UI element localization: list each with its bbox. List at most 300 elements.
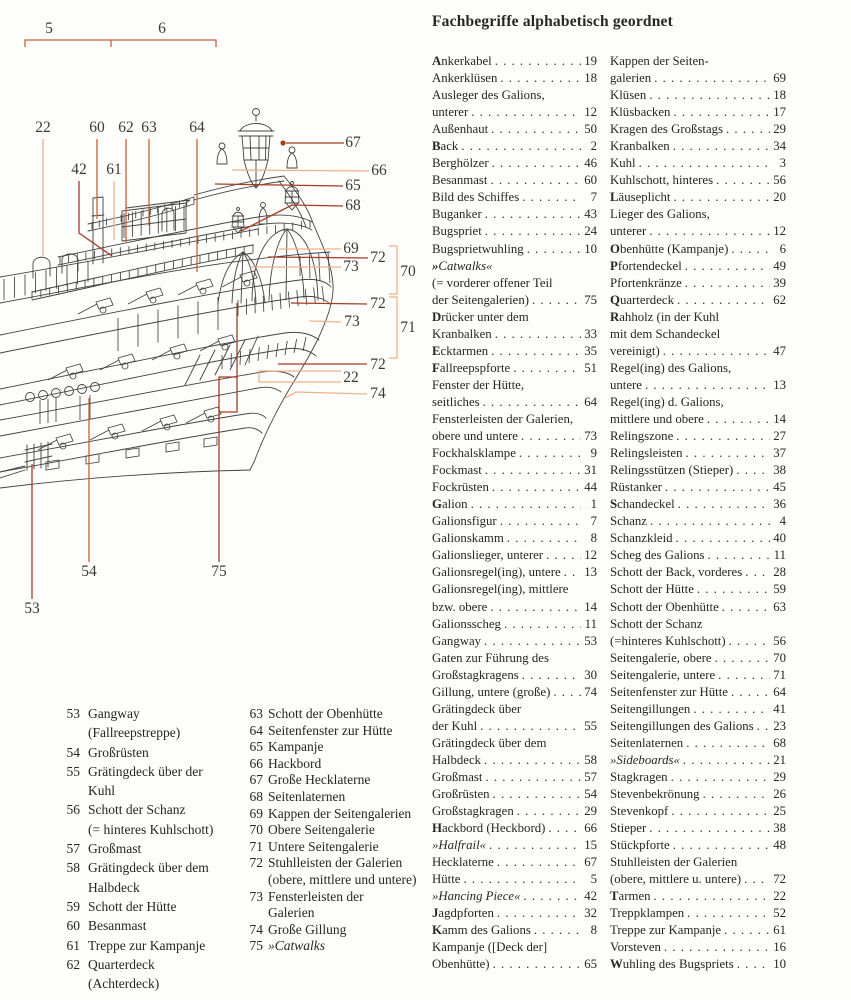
index-line bbox=[432, 786, 597, 803]
legend-item bbox=[233, 756, 441, 773]
page-number: 10 bbox=[773, 957, 786, 972]
index-line bbox=[610, 241, 786, 258]
index-line bbox=[610, 820, 786, 837]
index-term: Hecklaterne bbox=[432, 855, 494, 870]
legend-item bbox=[52, 916, 240, 935]
page-number: 16 bbox=[773, 940, 786, 955]
page-number: 27 bbox=[773, 429, 786, 444]
leader-dots bbox=[485, 769, 581, 786]
leader-dots bbox=[548, 820, 581, 837]
callout-line bbox=[241, 205, 343, 231]
index-term: Fockhalsklampe bbox=[432, 446, 516, 461]
index-line bbox=[610, 650, 786, 667]
legend-number: 63 bbox=[249, 706, 263, 721]
legend-number: 64 bbox=[249, 722, 263, 738]
callout-number: 54 bbox=[81, 563, 97, 580]
legend-label: Schott der Hütte bbox=[88, 898, 177, 914]
leader-dots bbox=[737, 956, 770, 973]
index-line bbox=[610, 121, 786, 138]
leader-dots bbox=[491, 121, 581, 138]
page-number: 12 bbox=[773, 224, 786, 239]
index-line bbox=[610, 888, 786, 905]
page-number: 49 bbox=[773, 258, 786, 273]
leader-dots bbox=[519, 445, 581, 462]
legend-number: 74 bbox=[249, 921, 263, 937]
legend-item bbox=[52, 858, 240, 897]
legend-item bbox=[233, 822, 441, 839]
callout-number: 63 bbox=[141, 119, 157, 136]
index-term: Galion bbox=[432, 497, 468, 512]
index-entry bbox=[610, 479, 786, 496]
leader-dots bbox=[489, 837, 581, 854]
callout-number: 73 bbox=[344, 313, 360, 330]
leader-dots bbox=[491, 343, 581, 360]
leader-dots bbox=[676, 530, 770, 547]
index-line bbox=[432, 138, 597, 155]
leader-dots bbox=[673, 837, 770, 854]
index-term: unterer bbox=[432, 105, 469, 120]
leader-dots bbox=[480, 718, 581, 735]
index-term: Grätingdeck über bbox=[432, 701, 522, 716]
index-entry bbox=[610, 547, 786, 564]
ship-line-art bbox=[0, 109, 333, 489]
legend-label: Seitenlaternen bbox=[268, 788, 346, 804]
index-line bbox=[610, 189, 786, 206]
index-term: Gaten zur Führung des bbox=[432, 650, 549, 665]
figure-legend-column-1 bbox=[52, 704, 240, 993]
index-line bbox=[610, 581, 786, 598]
page-number: 46 bbox=[584, 156, 597, 171]
index-term: bzw. obere bbox=[432, 599, 488, 614]
callout-number: 73 bbox=[343, 258, 359, 275]
legend-label: Treppe zur Kampanje bbox=[88, 937, 206, 953]
index-term: Kranbalken bbox=[432, 326, 492, 341]
index-line bbox=[610, 547, 786, 564]
legend-label: Grätingdeck über dem Halbdeck bbox=[88, 860, 209, 895]
index-term: der Seitengalerien) bbox=[432, 292, 529, 307]
index-line bbox=[610, 445, 786, 462]
legend-number: 54 bbox=[66, 744, 80, 760]
page-number: 28 bbox=[773, 565, 786, 580]
page-number: 9 bbox=[590, 446, 597, 461]
leader-dots bbox=[731, 241, 770, 258]
leader-dots bbox=[654, 888, 770, 905]
figure-legend-column-2 bbox=[233, 706, 441, 955]
page-number: 37 bbox=[773, 446, 786, 461]
leader-dots bbox=[534, 922, 581, 939]
callout-dot bbox=[280, 140, 285, 145]
index-term: Treppklampen bbox=[610, 906, 685, 921]
index-line bbox=[610, 513, 786, 530]
leader-dots bbox=[521, 428, 581, 445]
callout-number: 67 bbox=[345, 134, 361, 151]
index-term: Ecktarmen bbox=[432, 343, 489, 358]
leader-dots bbox=[673, 104, 770, 121]
leader-dots bbox=[461, 138, 581, 155]
index-term: mit dem Schandeckel bbox=[610, 326, 721, 341]
leader-dots bbox=[726, 121, 770, 138]
index-entry bbox=[432, 922, 597, 939]
leader-dots bbox=[485, 223, 581, 240]
index-term: Obenhütte) bbox=[432, 957, 490, 972]
index-term: Kamm des Galions bbox=[432, 923, 531, 938]
legend-label: Großmast bbox=[88, 841, 142, 857]
leader-dots bbox=[527, 241, 581, 258]
index-line bbox=[610, 633, 786, 650]
index-line bbox=[432, 343, 597, 360]
index-line bbox=[432, 939, 597, 956]
index-line bbox=[432, 616, 597, 633]
leader-dots bbox=[484, 633, 581, 650]
leader-dots bbox=[671, 769, 770, 786]
index-term: Galionsregel(ing), untere bbox=[432, 565, 561, 580]
index-line bbox=[432, 189, 597, 206]
leader-dots bbox=[649, 87, 770, 104]
index-entry bbox=[432, 854, 597, 871]
index-entry bbox=[610, 309, 786, 360]
legend-label: Große Hecklaterne bbox=[268, 772, 371, 788]
page-number: 73 bbox=[584, 429, 597, 444]
legend-number: 65 bbox=[249, 739, 263, 755]
leader-dots bbox=[492, 155, 581, 172]
callout-number: 72 bbox=[370, 295, 386, 312]
index-line bbox=[432, 445, 597, 462]
index-entry bbox=[432, 564, 597, 581]
index-line bbox=[432, 581, 597, 598]
leader-dots bbox=[687, 905, 770, 922]
index-line bbox=[610, 922, 786, 939]
index-entry bbox=[432, 377, 597, 411]
legend-number: 67 bbox=[249, 772, 263, 788]
index-line bbox=[432, 258, 597, 275]
index-entry bbox=[432, 462, 597, 479]
legend-item bbox=[233, 855, 441, 888]
index-term: Schott der Back, vorderes bbox=[610, 565, 743, 580]
legend-item bbox=[52, 762, 240, 801]
index-entry bbox=[432, 343, 597, 360]
page-number: 48 bbox=[773, 838, 786, 853]
index-term: unterer bbox=[610, 224, 647, 239]
index-line bbox=[610, 735, 786, 752]
page-number: 72 bbox=[773, 872, 786, 887]
legend-number: 56 bbox=[66, 802, 80, 818]
legend-item bbox=[52, 800, 240, 839]
index-entry bbox=[610, 581, 786, 598]
page-number: 60 bbox=[584, 173, 597, 188]
callout-number: 71 bbox=[400, 319, 416, 336]
leader-dots bbox=[673, 189, 770, 206]
page-number: 2 bbox=[590, 139, 597, 154]
index-line bbox=[432, 803, 597, 820]
index-term: Gangway bbox=[432, 633, 482, 648]
index-line bbox=[610, 343, 786, 360]
index-line bbox=[432, 547, 597, 564]
legend-number: 66 bbox=[249, 755, 263, 771]
index-term: Schott der Obenhütte bbox=[610, 599, 719, 614]
leader-dots bbox=[495, 326, 581, 343]
legend-number: 61 bbox=[66, 937, 80, 953]
callout-number: 22 bbox=[35, 119, 51, 136]
legend-item bbox=[233, 889, 441, 922]
legend-label: Stuhlleisten der Galerien (obere, mittlere und untere) bbox=[268, 855, 417, 887]
page-number: 38 bbox=[773, 821, 786, 836]
index-entry bbox=[432, 820, 597, 837]
page-number: 1 bbox=[590, 497, 597, 512]
leader-dots bbox=[513, 360, 581, 377]
page-number: 32 bbox=[584, 906, 597, 921]
page-number: 41 bbox=[773, 701, 786, 716]
index-line bbox=[432, 633, 597, 650]
leader-dots bbox=[678, 496, 770, 513]
page-number: 59 bbox=[773, 582, 786, 597]
index-line bbox=[610, 701, 786, 718]
page-number: 55 bbox=[584, 718, 597, 733]
leader-dots bbox=[677, 292, 770, 309]
index-entry bbox=[432, 496, 597, 513]
index-line bbox=[610, 411, 786, 428]
page-number: 29 bbox=[773, 122, 786, 137]
index-entry bbox=[610, 428, 786, 445]
leader-dots bbox=[718, 667, 770, 684]
index-term: Hackbord (Heckbord) bbox=[432, 821, 546, 836]
index-entry bbox=[432, 53, 597, 70]
index-line bbox=[432, 752, 597, 769]
leader-dots bbox=[671, 803, 770, 820]
index-entry bbox=[432, 581, 597, 615]
page-number: 36 bbox=[773, 497, 786, 512]
leader-dots bbox=[546, 547, 581, 564]
leader-dots bbox=[729, 633, 770, 650]
index-entry bbox=[610, 172, 786, 189]
index-entry bbox=[610, 258, 786, 275]
index-line bbox=[432, 564, 597, 581]
index-term: Klüsbacken bbox=[610, 105, 671, 120]
leader-dots bbox=[745, 564, 770, 581]
leader-dots bbox=[649, 223, 770, 240]
index-term: Wuhling des Bugspriets bbox=[610, 957, 734, 972]
page-number: 64 bbox=[773, 684, 786, 699]
index-entry bbox=[610, 803, 786, 820]
page-number: 47 bbox=[773, 343, 786, 358]
index-line bbox=[432, 326, 597, 343]
index-term: Seitengillungen bbox=[610, 701, 691, 716]
index-entry bbox=[610, 206, 786, 240]
index-line bbox=[432, 513, 597, 530]
index-line bbox=[610, 786, 786, 803]
page-number: 38 bbox=[773, 463, 786, 478]
index-line bbox=[610, 326, 786, 343]
page-number: 44 bbox=[584, 480, 597, 495]
legend-label: Quarterdeck (Achterdeck) bbox=[88, 956, 160, 992]
page-number: 22 bbox=[773, 889, 786, 904]
callout-line bbox=[79, 181, 112, 256]
page-number: 34 bbox=[773, 139, 786, 154]
index-entry bbox=[432, 837, 597, 854]
index-entry bbox=[432, 939, 597, 973]
callout-number: 72 bbox=[370, 356, 386, 373]
page-number: 25 bbox=[773, 804, 786, 819]
callout-number: 70 bbox=[400, 263, 416, 280]
index-term: Buganker bbox=[432, 207, 482, 222]
legend-item bbox=[233, 739, 441, 756]
index-line bbox=[432, 888, 597, 905]
legend-item bbox=[52, 955, 240, 994]
leader-dots bbox=[722, 599, 770, 616]
leader-dots bbox=[703, 786, 770, 803]
index-entry bbox=[432, 633, 597, 650]
legend-number: 59 bbox=[66, 898, 80, 914]
leader-dots bbox=[683, 752, 770, 769]
page-number: 29 bbox=[773, 769, 786, 784]
page-number: 30 bbox=[584, 667, 597, 682]
index-term: Lieger des Galions, bbox=[610, 207, 710, 222]
index-line bbox=[432, 377, 597, 394]
legend-label: Obere Seitengalerie bbox=[268, 822, 375, 838]
page-number: 3 bbox=[779, 156, 786, 171]
page-number: 7 bbox=[590, 190, 597, 205]
leader-dots bbox=[686, 735, 770, 752]
index-line bbox=[610, 223, 786, 240]
page-number: 40 bbox=[773, 531, 786, 546]
index-line bbox=[432, 206, 597, 223]
index-term: Back bbox=[432, 139, 459, 154]
index-term: Großmast bbox=[432, 769, 483, 784]
index-entry bbox=[610, 241, 786, 258]
page-number: 67 bbox=[584, 855, 597, 870]
page-number: 20 bbox=[773, 190, 786, 205]
legend-number: 58 bbox=[66, 860, 80, 876]
index-term: Gillung, untere (große) bbox=[432, 684, 551, 699]
index-entry bbox=[432, 803, 597, 820]
page-number: 56 bbox=[773, 633, 786, 648]
index-line bbox=[432, 223, 597, 240]
legend-number: 62 bbox=[66, 956, 80, 972]
leader-dots bbox=[507, 530, 581, 547]
page-number: 12 bbox=[584, 548, 597, 563]
index-line bbox=[610, 70, 786, 87]
index-term: Galionslieger, unterer bbox=[432, 548, 544, 563]
legend-item bbox=[233, 839, 441, 856]
index-entry bbox=[610, 189, 786, 206]
leader-dots bbox=[485, 206, 581, 223]
legend-item bbox=[52, 704, 240, 743]
index-entry bbox=[432, 905, 597, 922]
leader-dots bbox=[673, 138, 770, 155]
index-entry bbox=[610, 121, 786, 138]
legend-label: Gangway (Fallreepstreppe) bbox=[88, 706, 181, 741]
page-number: 42 bbox=[584, 889, 597, 904]
legend-number: 75 bbox=[249, 938, 263, 954]
index-term: Relingsleisten bbox=[610, 446, 683, 461]
legend-item bbox=[52, 743, 240, 762]
index-entry bbox=[610, 956, 786, 973]
leader-dots bbox=[471, 496, 581, 513]
leader-dots bbox=[724, 922, 770, 939]
index-line bbox=[432, 496, 597, 513]
index-entry bbox=[432, 87, 597, 121]
index-line bbox=[610, 87, 786, 104]
index-entry bbox=[610, 650, 786, 667]
index-term: Rüstanker bbox=[610, 480, 662, 495]
callout-number: 61 bbox=[106, 161, 122, 178]
index-term: Relingszone bbox=[610, 429, 674, 444]
index-line bbox=[432, 650, 597, 667]
index-line bbox=[432, 735, 597, 752]
page-number: 7 bbox=[590, 514, 597, 529]
index-entry bbox=[610, 564, 786, 581]
index-line bbox=[432, 701, 597, 718]
leader-dots bbox=[757, 718, 770, 735]
leader-dots bbox=[490, 172, 581, 189]
leader-dots bbox=[517, 803, 581, 820]
index-line bbox=[432, 428, 597, 445]
index-line bbox=[432, 820, 597, 837]
leader-dots bbox=[497, 854, 581, 871]
index-entry bbox=[432, 411, 597, 445]
legend-item bbox=[233, 938, 441, 955]
index-term: mittlere und obere bbox=[610, 411, 704, 426]
index-term: Seitenlaternen bbox=[610, 735, 684, 750]
index-term: Stückpforte bbox=[610, 838, 670, 853]
page-number: 61 bbox=[773, 923, 786, 938]
index-line bbox=[610, 956, 786, 973]
index-entry bbox=[432, 70, 597, 87]
index-term: Rahholz (in der Kuhl bbox=[610, 309, 720, 324]
index-term: Ankerklüsen bbox=[432, 71, 498, 86]
index-entry bbox=[432, 138, 597, 155]
legend-number: 60 bbox=[66, 918, 80, 934]
index-line bbox=[610, 803, 786, 820]
index-term: Galionskamm bbox=[432, 531, 504, 546]
index-term: Außenhaut bbox=[432, 122, 489, 137]
index-entry bbox=[432, 121, 597, 138]
callout-number: 68 bbox=[345, 197, 361, 214]
leader-dots bbox=[744, 871, 770, 888]
index-term: Kappen der Seiten- bbox=[610, 54, 709, 68]
index-entry bbox=[432, 223, 597, 240]
index-term: Fockrüsten bbox=[432, 480, 489, 495]
index-entry bbox=[610, 922, 786, 939]
index-term: Stuhlleisten der Galerien bbox=[610, 855, 738, 870]
index-term: Obenhütte (Kampanje) bbox=[610, 241, 729, 256]
index-line bbox=[432, 309, 597, 326]
leader-dots bbox=[736, 462, 770, 479]
index-term: Seitengalerie, untere bbox=[610, 667, 716, 682]
index-entry bbox=[432, 172, 597, 189]
index-entry bbox=[610, 684, 786, 701]
legend-item bbox=[233, 723, 441, 740]
leader-dots bbox=[665, 479, 770, 496]
index-term: Fensterleisten der Galerien, bbox=[432, 411, 574, 426]
index-term: galerien bbox=[610, 71, 652, 86]
callout-number: 75 bbox=[211, 563, 227, 580]
leader-dots bbox=[495, 53, 581, 70]
index-entry bbox=[610, 138, 786, 155]
index-term: Drücker unter dem bbox=[432, 309, 529, 324]
index-line bbox=[610, 53, 786, 70]
leader-dots bbox=[731, 684, 770, 701]
index-line bbox=[610, 667, 786, 684]
index-entry bbox=[610, 905, 786, 922]
index-line bbox=[610, 854, 786, 871]
index-term: Kranbalken bbox=[610, 139, 670, 154]
leader-dots bbox=[471, 104, 581, 121]
legend-number: 69 bbox=[249, 805, 263, 821]
leader-dots bbox=[685, 258, 770, 275]
index-term: Tarmen bbox=[610, 889, 651, 904]
legend-item bbox=[233, 922, 441, 939]
callout-number: 62 bbox=[118, 119, 134, 136]
